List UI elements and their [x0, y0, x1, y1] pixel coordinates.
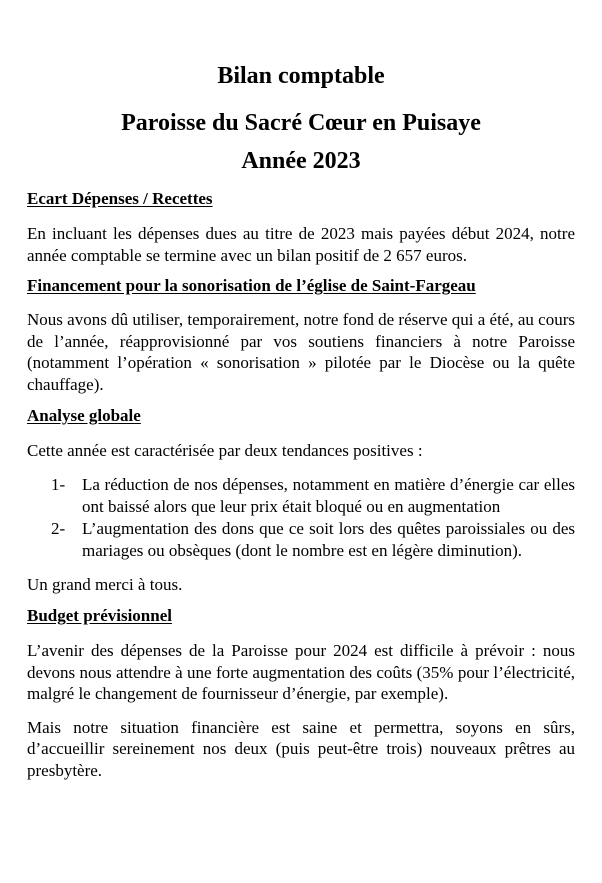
list-item-number: 1-	[51, 474, 66, 494]
analysis-list	[27, 474, 575, 562]
paragraph-financement: Nous avons dû utiliser, temporairement, notre fond de réserve qui a été, au cours de l’année, réapprovisionné par vos soutiens financiers à notre Paroisse (notamment l’opération « sonorisation » pilotée par le Diocèse ou la quête chauffage).	[27, 310, 575, 394]
paragraph-ecart: En incluant les dépenses dues au titre de 2023 mais payées début 2024, notre année comptable se termine avec un bilan positif de 2 657 euros.	[27, 224, 575, 265]
list-item-text: L’augmentation des dons que ce soit lors des quêtes paroissiales ou des mariages ou obsèques (dont le nombre est en légère diminution).	[82, 518, 575, 560]
paragraph-thanks: Un grand merci à tous.	[27, 574, 183, 594]
document-title: Bilan comptable	[217, 63, 385, 89]
list-item-text: La réduction de nos dépenses, notamment en matière d’énergie car elles ont baissé alors que leur prix était bloqué ou en augmentation	[82, 474, 575, 516]
section-heading-ecart: Ecart Dépenses / Recettes	[27, 189, 213, 208]
paragraph-analyse-intro: Cette année est caractérisée par deux tendances positives :	[27, 441, 423, 460]
section-heading-budget: Budget prévisionnel	[27, 606, 172, 625]
list-item-number: 2-	[51, 518, 66, 538]
document-subtitle-year: Année 2023	[241, 148, 361, 174]
list-item	[27, 474, 575, 518]
section-heading-analyse: Analyse globale	[27, 406, 141, 425]
paragraph-budget-outlook: L’avenir des dépenses de la Paroisse pour 2024 est difficile à prévoir : nous devons nous attendre à une forte augmentation des coûts (35% pour l’électricité, malgré le changement de fournisseur d’énergie, par exemple).	[27, 641, 575, 703]
document-subtitle-parish: Paroisse du Sacré Cœur en Puisaye	[121, 110, 481, 136]
section-heading-financement: Financement pour la sonorisation de l’église de Saint-Fargeau	[27, 276, 476, 295]
paragraph-budget-conclusion: Mais notre situation financière est saine et permettra, soyons en sûrs, d’accueillir sereinement nos deux (puis peut-être trois) nouveaux prêtres au presbytère.	[27, 717, 575, 780]
list-item	[27, 518, 575, 562]
